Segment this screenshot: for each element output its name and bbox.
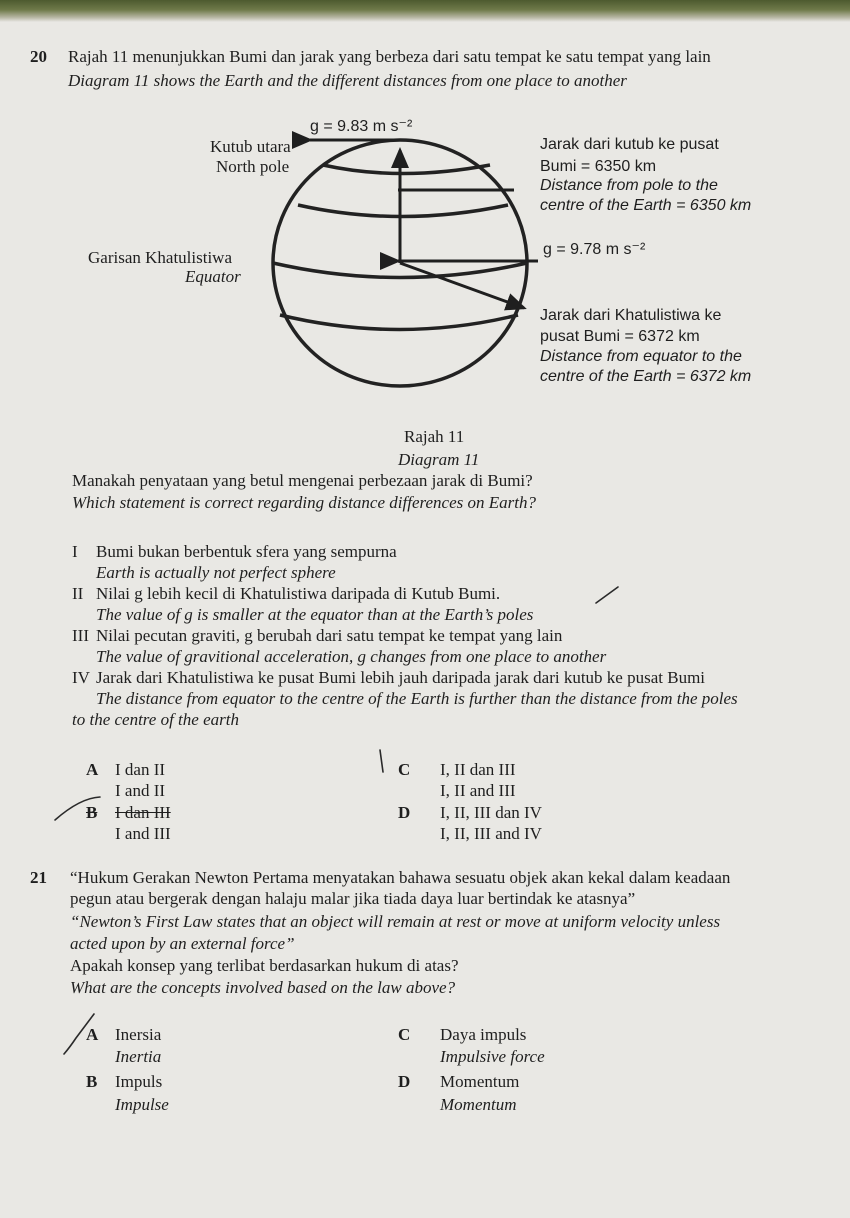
q21-option-b-en[interactable]: Impulse <box>115 1095 169 1114</box>
q21-law-en-1: “Newton’s First Law states that an object will remain at rest or move at uniform velocity unless <box>70 912 721 931</box>
q21-option-a-en[interactable]: Inertia <box>115 1047 162 1066</box>
q20-option-b-letter[interactable]: B <box>86 803 98 822</box>
statement-3-num: III <box>72 626 89 645</box>
q21-question-ms: Apakah konsep yang terlibat berdasarkan hukum di atas? <box>70 956 459 975</box>
q21-option-b-ms[interactable]: Impuls <box>115 1072 163 1091</box>
q21-number: 21 <box>30 868 47 887</box>
statement-4-num: IV <box>72 668 90 687</box>
statement-4-en-2: to the centre of the earth <box>72 710 239 729</box>
pen-tick-q21-a <box>64 1014 94 1054</box>
statement-3-ms: Nilai pecutan graviti, g berubah dari satu tempat ke tempat yang lain <box>96 626 563 645</box>
q21-option-d-ms[interactable]: Momentum <box>440 1072 520 1091</box>
q21-option-a-ms[interactable]: Inersia <box>115 1025 162 1044</box>
q20-option-d-ms[interactable]: I, II, III dan IV <box>440 803 542 822</box>
statement-4-en-1: The distance from equator to the centre of the Earth is further than the distance from the poles <box>96 689 738 708</box>
q20-option-c-letter[interactable]: C <box>398 760 411 779</box>
q20-option-a-ms[interactable]: I dan II <box>115 760 166 779</box>
q21-option-d-letter[interactable]: D <box>398 1072 411 1091</box>
north-pole-ms: Kutub utara <box>210 137 291 156</box>
q20-intro-en: Diagram 11 shows the Earth and the different distances from one place to another <box>68 71 627 90</box>
statement-1-num: I <box>72 542 78 561</box>
q20-option-a-en[interactable]: I and II <box>115 781 166 800</box>
q21-law-ms-1: “Hukum Gerakan Newton Pertama menyatakan bahawa sesuatu objek akan kekal dalam keadaan <box>70 868 731 887</box>
q21-law-en-2: acted upon by an external force” <box>70 934 295 953</box>
q21-option-c-ms[interactable]: Daya impuls <box>440 1025 527 1044</box>
q20-option-b-ms[interactable]: I dan III <box>115 803 171 822</box>
statement-1-en: Earth is actually not perfect sphere <box>96 563 336 582</box>
q21-question-en: What are the concepts involved based on the law above? <box>70 978 456 997</box>
g-pole-label: g = 9.83 m s⁻² <box>310 118 413 135</box>
q20-question-en: Which statement is correct regarding distance differences on Earth? <box>72 493 536 512</box>
q20-question-ms: Manakah penyataan yang betul mengenai perbezaan jarak di Bumi? <box>72 471 533 490</box>
q20-intro-ms: Rajah 11 menunjukkan Bumi dan jarak yang berbeza dari satu tempat ke satu tempat yang lain <box>68 47 711 66</box>
q21-option-d-en[interactable]: Momentum <box>440 1095 517 1114</box>
q20-option-d-letter[interactable]: D <box>398 803 411 822</box>
g-equator-label: g = 9.78 m s⁻² <box>543 241 646 258</box>
pole-distance-en-2: centre of the Earth = 6350 km <box>540 197 752 214</box>
q21-option-c-letter[interactable]: C <box>398 1025 411 1044</box>
diagram-caption-ms: Rajah 11 <box>404 427 465 446</box>
equator-distance-ms-2: pusat Bumi = 6372 km <box>540 328 700 345</box>
pen-stroke-option-b <box>55 797 100 820</box>
q21-law-ms-2: pegun atau bergerak dengan halaju malar jika tiada daya luar bertindak ke atasnya” <box>70 889 636 908</box>
q21-option-a-letter[interactable]: A <box>86 1025 99 1044</box>
diagram-caption-en: Diagram 11 <box>398 450 480 469</box>
q20-option-c-ms[interactable]: I, II dan III <box>440 760 516 779</box>
q21-option-b-letter[interactable]: B <box>86 1072 98 1091</box>
equator-distance-en-1: Distance from equator to the <box>540 348 742 365</box>
pole-distance-en-1: Distance from pole to the <box>540 177 718 194</box>
statement-1-ms: Bumi bukan berbentuk sfera yang sempurna <box>96 542 397 561</box>
pen-tick-statement-2 <box>596 587 618 603</box>
equator-distance-en-2: centre of the Earth = 6372 km <box>540 368 752 385</box>
q20-option-d-en[interactable]: I, II, III and IV <box>440 824 542 843</box>
q20-option-c-en[interactable]: I, II and III <box>440 781 516 800</box>
pole-distance-ms-2: Bumi = 6350 km <box>540 158 657 175</box>
statement-4-ms: Jarak dari Khatulistiwa ke pusat Bumi lebih jauh daripada jarak dari kutub ke pusat Bumi <box>96 668 706 687</box>
statement-3-en: The value of gravitional acceleration, g changes from one place to another <box>96 647 607 666</box>
q20-option-a-letter[interactable]: A <box>86 760 99 779</box>
north-pole-en: North pole <box>216 157 290 176</box>
equator-distance-ms-1: Jarak dari Khatulistiwa ke <box>540 307 722 324</box>
q21-option-c-en[interactable]: Impulsive force <box>440 1047 545 1066</box>
statement-2-en: The value of g is smaller at the equator than at the Earth’s poles <box>96 605 534 624</box>
pen-tick-option-c <box>380 750 383 772</box>
equator-ms: Garisan Khatulistiwa <box>88 248 232 267</box>
statement-2-ms: Nilai g lebih kecil di Khatulistiwa daripada di Kutub Bumi. <box>96 584 501 603</box>
pole-distance-ms-1: Jarak dari kutub ke pusat <box>540 136 719 153</box>
equator-en: Equator <box>185 267 241 286</box>
q20-option-b-en[interactable]: I and III <box>115 824 171 843</box>
q20-number: 20 <box>30 47 47 66</box>
statement-2-num: II <box>72 584 84 603</box>
